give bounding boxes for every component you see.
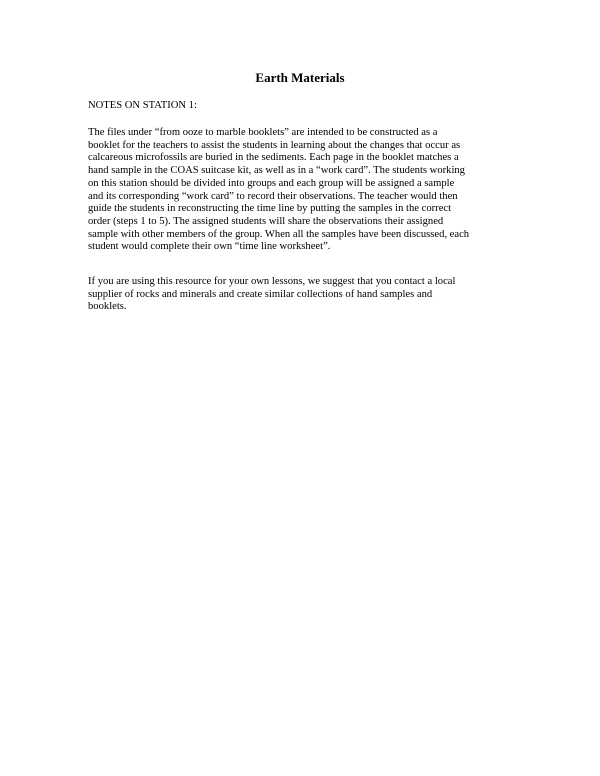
document-title: Earth Materials (255, 70, 345, 85)
paragraph-line: student would complete their own “time line worksheet”. (88, 241, 331, 253)
paragraph-line: guide the students in reconstructing the time line by putting the samples in the correct (88, 203, 452, 215)
paragraph-line: booklet for the teachers to assist the students in learning about the changes that occur as (88, 139, 461, 151)
paragraph-line: calcareous microfossils are buried in the sediments. Each page in the booklet matches a (88, 152, 459, 164)
paragraph-line: and its corresponding “work card” to record their observations. The teacher would then (88, 190, 458, 202)
paragraph-station-notes (88, 127, 538, 254)
paragraph-line: supplier of rocks and minerals and create similar collections of hand samples and (88, 288, 433, 300)
paragraph-line: sample with other members of the group. When all the samples have been discussed, each (88, 228, 470, 240)
section-heading: NOTES ON STATION 1: (88, 100, 197, 111)
paragraph-line: on this station should be divided into groups and each group will be assigned a sample (88, 177, 455, 189)
paragraph-line: booklets. (88, 301, 127, 313)
paragraph-line: hand sample in the COAS suitcase kit, as well as in a “work card”. The students working (88, 165, 465, 177)
paragraph-line: The files under “from ooze to marble booklets” are intended to be constructed as a (88, 127, 438, 138)
paragraph-line: order (steps 1 to 5). The assigned students will share the observations their assigned (88, 215, 444, 227)
paragraph-resource-suggestion (88, 276, 538, 314)
paragraph-line: If you are using this resource for your own lessons, we suggest that you contact a local (88, 276, 456, 287)
